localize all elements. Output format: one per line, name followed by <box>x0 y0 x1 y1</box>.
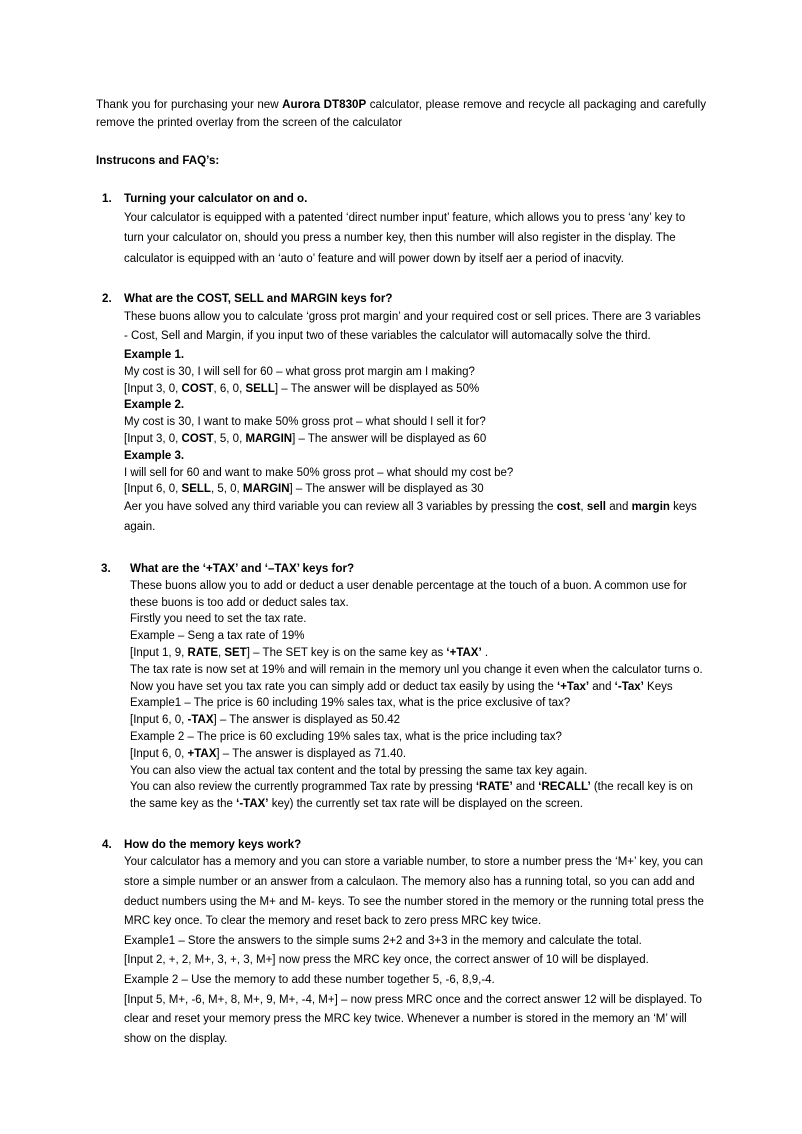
section-4 <box>96 836 706 1049</box>
review-mid-2: (the recall key is on the same key as the <box>130 781 693 811</box>
example-3-question: I will sell for 60 and want to make 50% gross prot – what should my cost be? <box>124 466 514 479</box>
spacer <box>96 813 706 836</box>
example-1-input-mid: , 6, 0, <box>213 382 246 395</box>
example-3-key-margin: MARGIN <box>242 483 290 496</box>
example-1-key-cost: COST <box>181 382 214 395</box>
example-2-key-cost: COST <box>181 432 214 445</box>
section-3-firstly: Firstly you need to set the tax rate. <box>130 613 307 626</box>
section-4-paragraph: Your calculator has a memory and you can store a variable number, to store a number press the ‘M+’ key, you can store a simple number or an answer from a calculaon. The memory also has a running total, so you can add and deduct numbers using the M+ and M- keys. To see the number stored in the memory or the running total press the MRC key once. To clear the memory and reset back to zero press MRC key twice. <box>124 856 704 928</box>
closing-pre: Aer you have solved any third variable you can review all 3 variables by pressing the <box>124 501 557 514</box>
ex1-input-post: ] – The answer is displayed as 50.42 <box>213 714 400 727</box>
section-3-set-input <box>130 645 706 662</box>
section-2-example-3 <box>124 448 706 498</box>
section-3-number: 3. <box>101 562 111 576</box>
set-input-post-pre: ] – The SET key is on the same key as <box>246 647 447 660</box>
section-4-example-2: Example 2 – Use the memory to add these number together 5, -6, 8,9,-4. <box>124 974 495 987</box>
intro-text-post: calculator, please remove and recycle all packaging and carefully remove the printed overlay from the screen of the calculator <box>96 98 707 129</box>
example-3-key-sell: SELL <box>181 483 211 496</box>
example-3-input-post: ] – The answer will be displayed as 30 <box>289 483 484 496</box>
faq-heading: Instrucons and FAQ’s: <box>96 154 220 167</box>
ex2-input-post: ] – The answer is displayed as 71.40. <box>216 747 407 760</box>
set-key-plus-tax: ‘+TAX’ <box>446 647 482 660</box>
section-1-heading: Turning your calculator on and o. <box>124 192 308 205</box>
section-3-example-set: Example – Seng a tax rate of 19% <box>130 630 305 643</box>
spacer <box>96 269 706 290</box>
section-3-example-1-input <box>130 712 706 729</box>
spacer <box>96 169 706 190</box>
example-1-input-pre: [Input 3, 0, <box>124 382 182 395</box>
section-4-number: 4. <box>102 837 112 851</box>
intro-text-pre: Thank you for purchasing your new <box>96 98 283 111</box>
ex1-input-pre: [Input 6, 0, <box>130 714 188 727</box>
closing-mid-1: , <box>580 501 587 514</box>
review-pre: You can also review the currently programmed Tax rate by pressing <box>130 781 476 794</box>
product-name: Aurora DT830P <box>282 98 367 111</box>
section-2-number: 2. <box>102 292 112 306</box>
section-4-heading: How do the memory keys work? <box>124 837 302 851</box>
section-2-closing <box>124 498 706 537</box>
example-2-input-mid: , 5, 0, <box>213 432 246 445</box>
ex1-key-minus-tax: -TAX <box>187 714 214 727</box>
spacer <box>96 131 706 152</box>
key-minus-tax: ‘-Tax’ <box>614 680 644 693</box>
section-4-example-2-input: [Input 5, M+, -6, M+, 8, M+, 9, M+, -4, M+] – now press MRC once and the correct answer 12 will be displayed. To clear and reset your memory press the MRC key twice. Whenever a number is stored in the memory an ‘M’ will show on the display. <box>124 993 702 1045</box>
set-key-set: SET <box>224 647 247 660</box>
set-input-pre: [Input 1, 9, <box>130 647 188 660</box>
section-3-heading: What are the ‘+TAX’ and ‘–TAX’ keys for? <box>130 562 355 576</box>
section-2-example-2 <box>124 397 706 447</box>
keys-post: Keys <box>643 680 673 693</box>
example-1-input-post: ] – The answer will be displayed as 50% <box>274 382 480 395</box>
set-input-mid: , <box>218 647 225 660</box>
section-3-rate-paragraph <box>130 662 706 696</box>
document-content <box>96 96 706 1049</box>
section-4-example-1: Example1 – Store the answers to the simple sums 2+2 and 3+3 in the memory and calculate the total. <box>124 934 642 947</box>
section-3-view-line: You can also view the actual tax content and the total by pressing the same tax key again. <box>130 764 588 777</box>
section-3-example-1: Example1 – The price is 60 including 19% sales tax, what is the price exclusive of tax? <box>130 697 571 710</box>
section-1 <box>96 190 706 269</box>
example-1-input <box>124 381 706 398</box>
example-2-key-margin: MARGIN <box>245 432 293 445</box>
example-1-key-sell: SELL <box>245 382 275 395</box>
section-2 <box>96 290 706 537</box>
example-1-label: Example 1. <box>124 348 185 361</box>
example-2-label: Example 2. <box>124 399 185 412</box>
review-key-recall: ‘RECALL’ <box>538 781 591 794</box>
example-2-question: My cost is 30, I want to make 50% gross prot – what should I sell it for? <box>124 416 486 429</box>
review-key-minus-tax: ‘-TAX’ <box>236 798 269 811</box>
section-1-number: 1. <box>102 192 112 205</box>
closing-key-cost: cost <box>556 501 581 514</box>
closing-post: keys again. <box>124 501 697 533</box>
example-2-input-pre: [Input 3, 0, <box>124 432 182 445</box>
ex2-input-pre: [Input 6, 0, <box>130 747 188 760</box>
rate-paragraph-text: The tax rate is now set at 19% and will remain in the memory unl you change it even when the calculator turns o. Now you have set you tax rate you can simply add or deduct tax easily by using the <box>130 663 703 693</box>
review-mid-1: and <box>512 781 539 794</box>
section-3-example-2: Example 2 – The price is 60 excluding 19% sales tax, what is the price including tax? <box>130 731 562 743</box>
example-1-question: My cost is 30, I will sell for 60 – what gross prot margin am I making? <box>124 365 475 378</box>
section-2-heading: What are the COST, SELL and MARGIN keys for? <box>124 292 393 306</box>
section-1-paragraph: Your calculator is equipped with a patented ‘direct number input’ feature, which allows you to press ‘any’ key to turn your calculator on, should you press a number key, then this number will also register in the display. The calculator is equipped with an ‘auto o’ feature and will power down by itself aer a period of inacvity. <box>124 211 686 265</box>
review-post: key) the currently set tax rate will be displayed on the screen. <box>268 798 583 811</box>
set-input-post-end: . <box>481 647 489 660</box>
spacer <box>96 537 706 560</box>
ex2-key-plus-tax: +TAX <box>187 747 217 760</box>
example-2-input-post: ] – The answer will be displayed as 60 <box>292 432 487 445</box>
closing-mid-2: and <box>606 501 632 514</box>
example-3-input-pre: [Input 6, 0, <box>124 483 182 496</box>
example-3-input-mid: , 5, 0, <box>210 483 243 496</box>
closing-key-sell: sell <box>586 501 606 514</box>
section-3-paragraph: These buons allow you to add or deduct a user denable percentage at the touch of a buon. A common use for these buons is too add or deduct sales tax. <box>130 579 687 609</box>
section-3 <box>96 560 706 813</box>
section-2-paragraph: These buons allow you to calculate ‘gross prot margin’ and your required cost or sell prices. There are 3 variables - Cost, Sell and Margin, if you input two of these variables the calculator will automacally solve the third. <box>124 310 701 343</box>
example-3-label: Example 3. <box>124 449 185 462</box>
section-4-example-1-input: [Input 2, +, 2, M+, 3, +, 3, M+] now press the MRC key once, the correct answer of 10 will be displayed. <box>124 954 649 967</box>
section-3-review-line <box>130 779 706 813</box>
key-plus-tax: ‘+Tax’ <box>557 680 590 693</box>
keys-mid: and <box>589 680 615 693</box>
example-3-input <box>124 481 706 498</box>
section-2-example-1 <box>124 347 706 397</box>
section-3-example-2-input <box>130 746 706 763</box>
example-2-input <box>124 431 706 448</box>
set-key-rate: RATE <box>187 647 218 660</box>
intro-paragraph <box>96 96 706 131</box>
review-key-rate: ‘RATE’ <box>475 781 513 794</box>
closing-key-margin: margin <box>631 501 670 514</box>
